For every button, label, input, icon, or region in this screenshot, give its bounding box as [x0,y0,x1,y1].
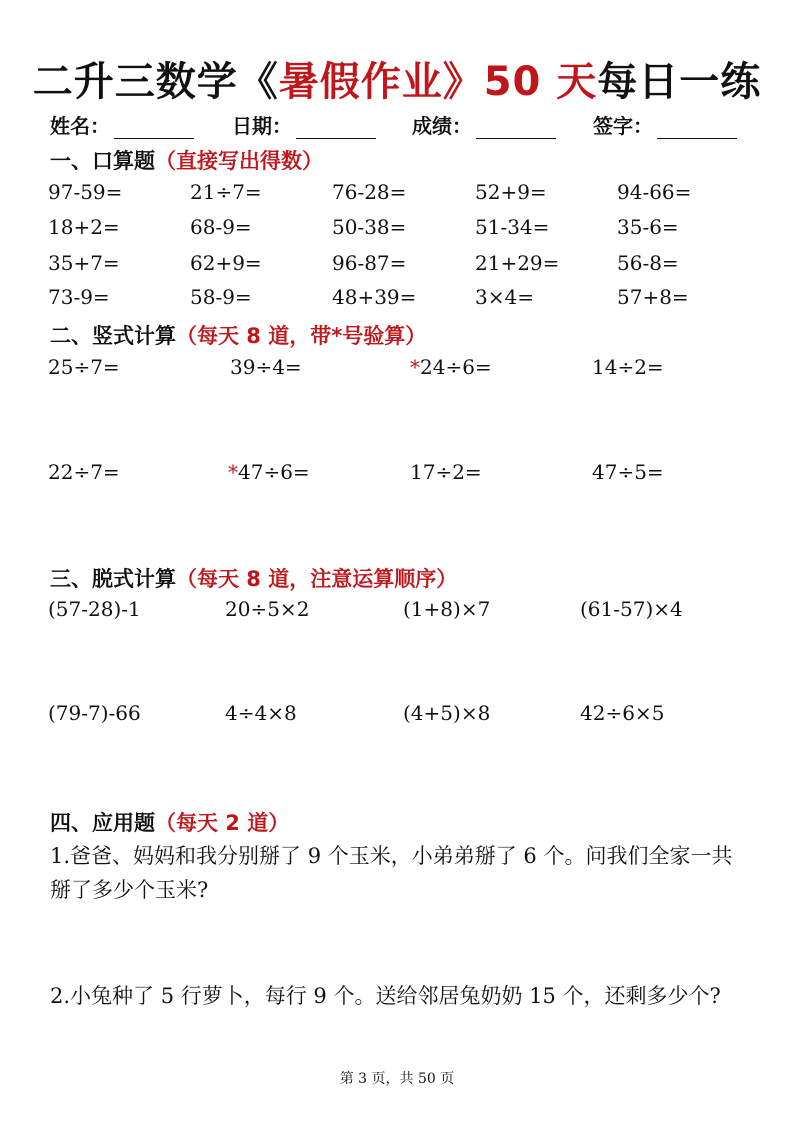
section-note: （每天 8 道，注意运算顺序） [176,567,458,591]
signature-label: 签字： [593,114,653,138]
oral-problem: 76-28= [332,180,407,204]
vertical-problem: 22÷7= [48,460,120,484]
date-label: 日期： [232,114,292,138]
section-stepwise-heading [50,563,457,593]
vertical-problem: 14÷2= [592,355,664,379]
oral-problem: 68-9= [190,215,252,239]
oral-problem: 58-9= [190,285,252,309]
date-blank[interactable] [296,118,376,139]
oral-problem: 96-87= [332,251,407,275]
title-part-1: 二升三数学《 [32,59,279,105]
section-title: 四、应用题 [50,811,155,835]
page-title [0,50,794,107]
date-field [232,110,376,139]
stepwise-problem: (79-7)-66 [48,701,141,725]
section-oral-heading [50,145,323,175]
oral-problem: 52+9= [475,180,547,204]
oral-problem: 94-66= [617,180,692,204]
stepwise-problem: (57-28)-1 [48,597,141,621]
oral-problem: 21+29= [475,251,560,275]
section-vertical-heading [50,320,426,350]
vertical-problem: *47÷6= [228,460,310,484]
oral-problem: 3×4= [475,285,534,309]
stepwise-problem: (1+8)×7 [403,597,491,621]
word-problem-2: 2.小兔种了 5 行萝卜，每行 9 个。送给邻居兔奶奶 15 个，还剩多少个? [50,984,721,1008]
oral-problem: 18+2= [48,215,120,239]
section-word-heading [50,807,289,837]
signature-field [593,110,737,139]
oral-problem: 35+7= [48,251,120,275]
section-title: 一、口算题 [50,149,155,173]
stepwise-problem: (61-57)×4 [580,597,683,621]
name-label: 姓名： [50,114,110,138]
section-title: 二、竖式计算 [50,324,176,348]
title-part-3: 》50 天 [442,59,598,105]
oral-problem: 97-59= [48,180,123,204]
score-field [412,110,556,139]
stepwise-problem: (4+5)×8 [403,701,491,725]
oral-problem: 51-34= [475,215,550,239]
vertical-problem: 25÷7= [48,355,120,379]
section-note: （每天 8 道，带*号验算） [176,324,427,348]
section-title: 三、脱式计算 [50,567,176,591]
word-problem-1: 1.爸爸、妈妈和我分别掰了 9 个玉米，小弟弟掰了 6 个。问我们全家一共掰了多少个玉米? [50,844,733,902]
oral-problem: 35-6= [617,215,679,239]
oral-problem: 21÷7= [190,180,262,204]
oral-problem: 57+8= [617,285,689,309]
title-part-4: 每日一练 [597,59,762,105]
name-blank[interactable] [114,118,194,139]
oral-problem: 48+39= [332,285,417,309]
section-note: （直接写出得数） [155,149,323,173]
score-blank[interactable] [476,118,556,139]
oral-problem: 50-38= [332,215,407,239]
vertical-problem: *24÷6= [410,355,492,379]
oral-problem: 73-9= [48,285,110,309]
oral-problem: 62+9= [190,251,262,275]
stepwise-problem: 42÷6×5 [580,701,665,725]
vertical-problem: 47÷5= [592,460,664,484]
vertical-problem: 39÷4= [230,355,302,379]
vertical-problem: 17÷2= [410,460,482,484]
title-part-2: 暑假作业 [278,59,443,105]
oral-problem: 56-8= [617,251,679,275]
page-footer: 第 3 页，共 50 页 [339,1071,455,1087]
signature-blank[interactable] [657,118,737,139]
name-field [50,110,194,139]
stepwise-problem: 20÷5×2 [225,597,310,621]
score-label: 成绩： [412,114,472,138]
stepwise-problem: 4÷4×8 [225,701,297,725]
section-note: （每天 2 道） [155,811,290,835]
